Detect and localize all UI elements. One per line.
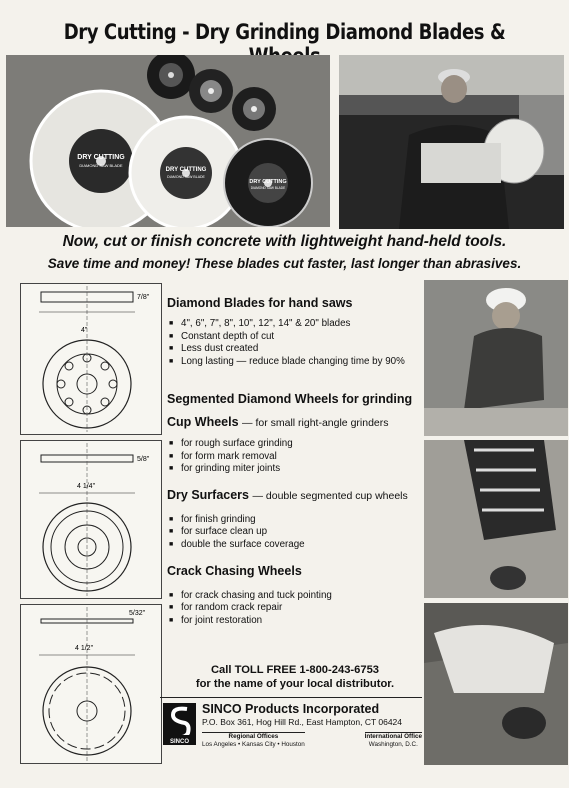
blades-illustration (6, 55, 330, 227)
worker-with-saw-photo (339, 55, 564, 229)
list-item: ■ for random crack repair (167, 602, 419, 615)
company-name: SINCO Products Incorporated (202, 702, 380, 716)
crack-chasing-title: Crack Chasing Wheels (167, 563, 302, 578)
grinding-photo-2 (424, 440, 568, 598)
drawing-2-width: 4 1/4" (77, 483, 96, 490)
regional-offices-label: Regional Offices (202, 732, 305, 741)
dry-surfacers-title: Dry Surfacers (167, 487, 249, 502)
dry-surfacers-subheading (167, 488, 419, 502)
tagline-primary: Now, cut or finish concrete with lightweight hand-held tools. (62, 233, 507, 250)
international-office: Washington, D.C. (368, 741, 418, 748)
list-item: ■ Less dust created (167, 343, 417, 356)
blades-list (167, 318, 417, 368)
sinco-logo (163, 703, 196, 745)
cup-wheels-title: Cup Wheels (167, 415, 239, 429)
list-item: ■ Constant depth of cut (167, 331, 417, 344)
blades-heading: Diamond Blades for hand saws (167, 296, 353, 310)
grinding-photo-3 (424, 603, 568, 765)
dry-surfacers-list (167, 514, 419, 552)
grinding-photo-1 (424, 280, 568, 436)
wheels-heading: Segmented Diamond Wheels for grinding (167, 392, 413, 406)
blade-label-3: DRY CUTTING (249, 179, 287, 185)
drawing-1-height: 7/8" (137, 294, 150, 301)
crack-chasing-subheading (167, 564, 419, 578)
blades-section (167, 296, 417, 368)
cup-wheel-drawing (20, 440, 162, 599)
cup-wheels-desc: — for small right-angle grinders (242, 417, 389, 429)
company-address: P.O. Box 361, Hog Hill Rd., East Hampton, CT 06424 (202, 717, 403, 727)
cup-wheels-subheading (167, 415, 419, 429)
drawing-3-width: 4 1/2" (75, 645, 94, 652)
list-item: ■ double the surface coverage (167, 539, 419, 552)
list-item: ■ for rough surface grinding (167, 438, 419, 451)
crack-chasing-list (167, 590, 419, 628)
list-item: ■ for crack chasing and tuck pointing (167, 590, 419, 603)
blade-label-2: DRY CUTTING (165, 167, 207, 173)
blade-drawing (20, 283, 162, 435)
list-item: ■ 4", 6", 7", 8", 10", 12", 14" & 20" blades (167, 318, 417, 331)
blade-label-1: DRY CUTTING (77, 154, 125, 161)
toll-free-line: Call TOLL FREE 1-800-243-6753 (210, 664, 380, 676)
list-item: ■ for finish grinding (167, 514, 419, 527)
regional-offices: Los Angeles • Kansas City • Houston (202, 741, 305, 748)
list-item: ■ for form mark removal (167, 451, 419, 464)
drawing-3-height: 5/32" (129, 610, 146, 617)
list-item: ■ for grinding miter joints (167, 463, 419, 476)
drawing-1-width: 4" (81, 327, 88, 334)
tagline-secondary: Save time and money! These blades cut faster, last longer than abrasives. (47, 256, 522, 271)
list-item: ■ for surface clean up (167, 526, 419, 539)
call-to-action (170, 663, 420, 691)
blades-photo (6, 55, 330, 227)
list-item: ■ Long lasting — reduce blade changing time by 90% (167, 356, 417, 369)
crack-chasing-wheel-drawing (20, 604, 162, 764)
company-offices (202, 732, 422, 749)
blade-sublabel-1: DIAMOND SAW BLADE (79, 163, 123, 168)
blade-sublabel-3: DIAMOND SAW BLADE (250, 186, 286, 190)
cup-wheels-list (167, 438, 419, 476)
page-title: Dry Cutting - Dry Grinding Diamond Blades & (63, 20, 506, 44)
logo-text: SINCO (169, 739, 190, 745)
dry-surfacers-desc: — double segmented cup wheels (252, 489, 408, 502)
distributor-line: for the name of your local distributor. (195, 678, 395, 690)
drawing-2-height: 5/8" (137, 456, 150, 463)
blade-sublabel-2: DIAMOND SAW BLADE (167, 175, 205, 179)
wheels-section (167, 392, 419, 627)
list-item: ■ for joint restoration (167, 615, 419, 628)
international-office-label: International Office (364, 733, 422, 740)
